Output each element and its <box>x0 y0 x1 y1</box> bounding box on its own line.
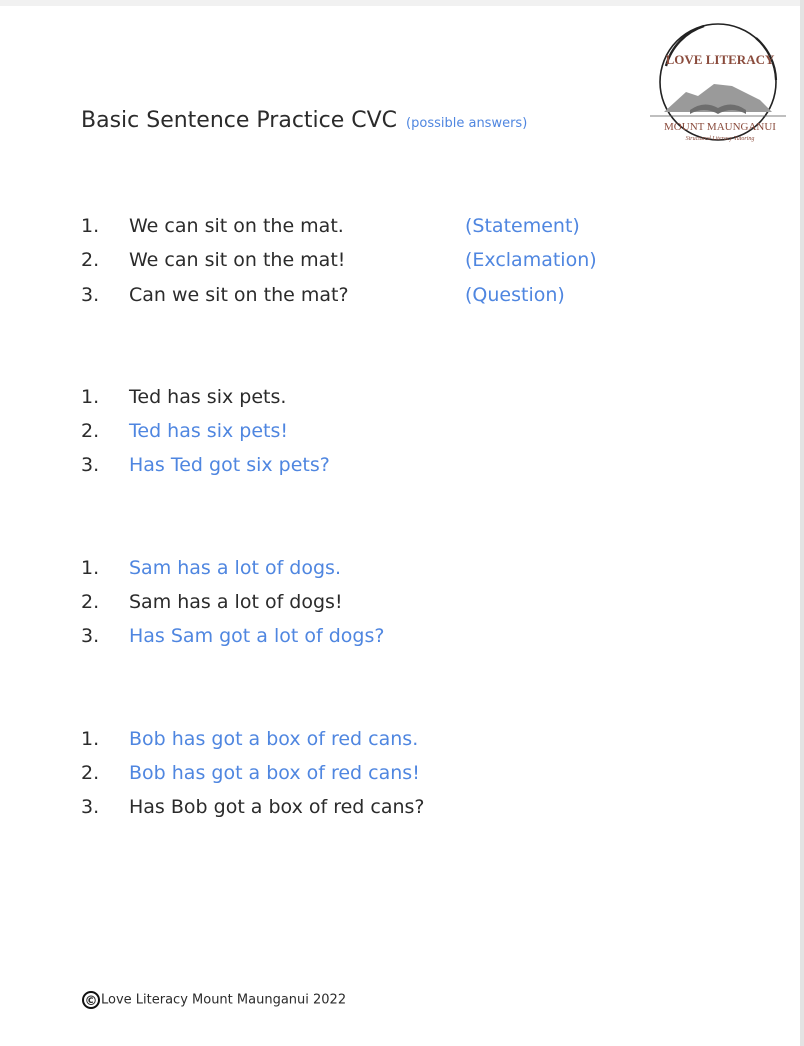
love-literacy-logo <box>644 20 792 152</box>
title-text: Basic Sentence Practice CVC <box>81 108 398 133</box>
item-number: 1. <box>81 557 100 579</box>
item-number: 3. <box>81 796 100 818</box>
copyright-icon: © <box>82 991 100 1009</box>
sentence-answer-text: Ted has six pets! <box>129 420 288 442</box>
sentence-type-label: (Exclamation) <box>465 249 597 271</box>
title-note: (possible answers) <box>406 116 528 131</box>
item-number: 2. <box>81 762 100 784</box>
logo-bottom-text: Structured Literacy Tutoring <box>685 136 755 142</box>
viewer-edge <box>800 0 804 1046</box>
item-number: 1. <box>81 215 100 237</box>
logo-top-text: LOVE LITERACY <box>665 52 775 67</box>
sentence-answer-text: Sam has a lot of dogs. <box>129 557 341 579</box>
sentence-text: We can sit on the mat. <box>129 215 344 237</box>
item-number: 1. <box>81 386 100 408</box>
item-number: 3. <box>81 625 100 647</box>
logo-middle-text: MOUNT MAUNGANUI <box>664 121 776 133</box>
worksheet-page <box>0 6 800 1046</box>
sentence-text: Can we sit on the mat? <box>129 284 349 306</box>
item-number: 3. <box>81 454 100 476</box>
item-number: 2. <box>81 420 100 442</box>
sentence-type-label: (Question) <box>465 284 565 306</box>
sentence-text: Sam has a lot of dogs! <box>129 591 343 613</box>
item-number: 3. <box>81 284 100 306</box>
item-number: 1. <box>81 728 100 750</box>
sentence-text: Has Bob got a box of red cans? <box>129 796 425 818</box>
sentence-answer-text: Has Sam got a lot of dogs? <box>129 625 385 647</box>
sentence-answer-text: Bob has got a box of red cans! <box>129 762 420 784</box>
sentence-answer-text: Has Ted got six pets? <box>129 454 330 476</box>
copyright-footer <box>82 991 346 1009</box>
sentence-text: Ted has six pets. <box>129 386 287 408</box>
sentence-text: We can sit on the mat! <box>129 249 346 271</box>
sentence-answer-text: Bob has got a box of red cans. <box>129 728 419 750</box>
sentence-type-label: (Statement) <box>465 215 580 237</box>
item-number: 2. <box>81 249 100 271</box>
footer-text: Love Literacy Mount Maunganui 2022 <box>101 992 347 1008</box>
item-number: 2. <box>81 591 100 613</box>
page-title <box>81 108 527 133</box>
